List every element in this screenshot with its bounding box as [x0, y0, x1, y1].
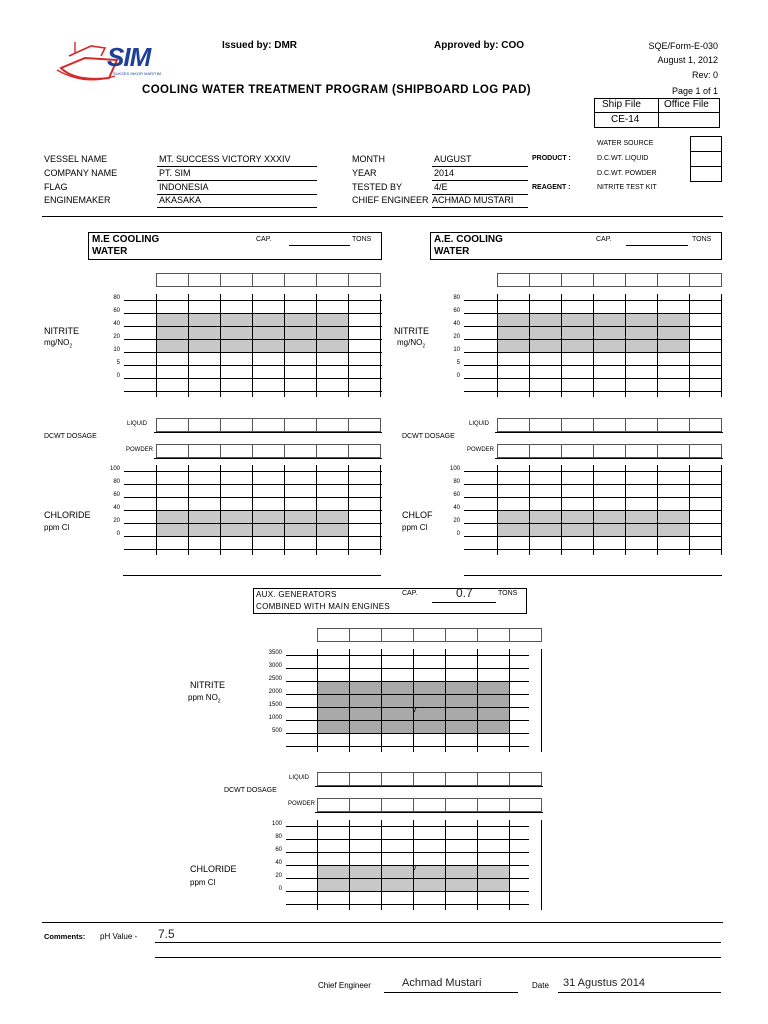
aux-powder-dosage-cell[interactable]: [349, 798, 382, 812]
aux-liquid-dosage-cell[interactable]: [413, 772, 446, 786]
aux-chloride-grid-col-line: [541, 820, 542, 910]
aux-nitrite-grid-col-line: [445, 649, 446, 752]
aux-chloride-grid-row-line: [286, 839, 529, 840]
year-value: 2014: [434, 168, 455, 178]
me-date-header-cell[interactable]: [156, 273, 189, 287]
ae-nitrite-grid-col-line: [689, 294, 690, 397]
me-chloride-unit: ppm Cl: [44, 523, 70, 532]
aux-nitrite-grid-tick-label: 1500: [268, 702, 282, 708]
ae-chloride-grid-col-line: [657, 465, 658, 555]
chief-engineer-signature: Achmad Mustari: [402, 977, 482, 989]
aux-chloride-grid-row-line: [286, 891, 529, 892]
approved-by: Approved by: COO: [434, 40, 525, 51]
me-title-1: M.E COOLING: [92, 234, 160, 245]
me-liquid-dosage-cell[interactable]: [220, 418, 253, 432]
me-chloride-grid-row-line: [124, 497, 382, 498]
ae-liquid-dosage-cell[interactable]: [529, 418, 562, 432]
ae-nitrite-grid-tick-label: 60: [453, 308, 460, 314]
aux-liquid-dosage-cell[interactable]: [349, 772, 382, 786]
ae-date-header-cell[interactable]: [689, 273, 722, 287]
ae-chloride-grid-tick-label: 100: [449, 466, 460, 472]
aux-powder-dosage-cell[interactable]: [413, 798, 446, 812]
company-logo: [55, 38, 185, 88]
aux-liquid-dosage-underline: [315, 786, 543, 787]
aux-chloride-grid-row-line: [286, 865, 529, 866]
me-powder-dosage-cell[interactable]: [188, 444, 221, 458]
ae-date-header-cell[interactable]: [625, 273, 658, 287]
ae-cap-label: CAP.: [596, 236, 612, 243]
aux-nitrite-grid-row-line: [286, 655, 529, 656]
aux-chloride-grid-col-line: [349, 820, 350, 910]
footer-date-label: Date: [532, 981, 549, 990]
aux-chloride-grid-row-line: [286, 852, 529, 853]
chief-engineer-label: CHIEF ENGINEER: [352, 195, 429, 205]
me-liquid-dosage-cell[interactable]: [316, 418, 349, 432]
ae-liquid-dosage-cell[interactable]: [561, 418, 594, 432]
aux-chloride-unit: ppm Cl: [190, 878, 216, 887]
ae-powder-dosage-cell[interactable]: [689, 444, 722, 458]
ae-liquid-dosage-cell[interactable]: [497, 418, 530, 432]
aux-date-header-cell[interactable]: [509, 628, 542, 642]
aux-chloride-grid-tick-label: 20: [275, 873, 282, 879]
ae-liquid-dosage-cell[interactable]: [593, 418, 626, 432]
dcwt-powder-label: D.C.WT. POWDER: [597, 170, 657, 177]
aux-chloride-grid-tick-label: 100: [271, 821, 282, 827]
form-number: SQE/Form-E-030: [648, 41, 718, 51]
ae-chloride-grid-tick-label: 80: [453, 479, 460, 485]
me-cap-label: CAP.: [256, 236, 272, 243]
aux-powder-dosage-cell[interactable]: [317, 798, 350, 812]
ae-nitrite-grid-col-line: [593, 294, 594, 397]
me-liquid-dosage-cell[interactable]: [252, 418, 285, 432]
me-chloride-grid-tick-label: 40: [113, 505, 120, 511]
aux-date-header-cell[interactable]: [349, 628, 382, 642]
aux-title-2: COMBINED WITH MAIN ENGINES: [256, 602, 391, 611]
ae-tons-label: TONS: [692, 236, 712, 243]
ae-chloride-grid-tick-label: 40: [453, 505, 460, 511]
ae-title-2: WATER: [434, 246, 470, 257]
ae-chloride-grid-col-line: [561, 465, 562, 555]
me-liquid-dosage-cell[interactable]: [284, 418, 317, 432]
ae-date-header-cell[interactable]: [657, 273, 690, 287]
ae-nitrite-grid-tick-label: 10: [453, 347, 460, 353]
aux-nitrite-grid-tick-label: 1000: [268, 715, 282, 721]
aux-chloride-grid-col-line: [381, 820, 382, 910]
me-date-header-cell[interactable]: [252, 273, 285, 287]
ae-nitrite-grid-tick-label: 0: [456, 373, 460, 379]
aux-chloride-grid-col-line: [509, 820, 510, 910]
dcwt-powder-checkbox[interactable]: [690, 166, 722, 182]
me-nitrite-grid-row-line: [124, 300, 382, 301]
month-label: MONTH: [352, 154, 385, 164]
ae-date-header-cell[interactable]: [529, 273, 562, 287]
aux-chloride-grid-row-line: [286, 878, 529, 879]
me-liquid-dosage-cell[interactable]: [156, 418, 189, 432]
ae-powder-dosage-cell[interactable]: [529, 444, 562, 458]
me-chloride-grid-col-line: [188, 465, 189, 555]
me-nitrite-grid-row-line: [124, 326, 382, 327]
me-nitrite-grid-col-line: [252, 294, 253, 397]
aux-dosage-label: DCWT DOSAGE: [224, 787, 277, 794]
me-chloride-grid-tick-label: 20: [113, 518, 120, 524]
aux-nitrite-grid-tick-label: 500: [271, 728, 282, 734]
me-chloride-grid-col-line: [252, 465, 253, 555]
me-powder-dosage-cell[interactable]: [252, 444, 285, 458]
month-value: AUGUST: [434, 154, 472, 164]
me-title-2: WATER: [92, 246, 128, 257]
ae-nitrite-unit: $mg/NO_2$: [397, 338, 426, 350]
ae-nitrite-grid-tick-label: 40: [453, 321, 460, 327]
me-chloride-grid-col-line: [348, 465, 349, 555]
aux-powder-label: POWDER: [288, 801, 315, 807]
flag-value: INDONESIA: [159, 182, 209, 192]
ae-liquid-dosage-cell[interactable]: [689, 418, 722, 432]
me-liquid-label: LIQUID: [127, 421, 148, 427]
me-chloride-grid-row-line: [124, 484, 382, 485]
me-nitrite-grid-row-line: [124, 313, 382, 314]
me-nitrite-grid-col-line: [188, 294, 189, 397]
aux-date-header-cell[interactable]: [445, 628, 478, 642]
aux-chloride-grid-tick-label: 0: [278, 886, 282, 892]
aux-nitrite-grid-col-line: [477, 649, 478, 752]
me-chloride-grid-tick-label: 100: [109, 466, 120, 472]
me-nitrite-unit: $mg/NO_2$: [44, 338, 73, 350]
me-powder-dosage-cell[interactable]: [220, 444, 253, 458]
me-liquid-dosage-underline: [154, 432, 382, 433]
vessel-name-value: MT. SUCCESS VICTORY XXXIV: [159, 154, 291, 164]
me-date-header-cell[interactable]: [188, 273, 221, 287]
enginemaker-value: AKASAKA: [159, 195, 202, 205]
aux-date-header-cell[interactable]: [317, 628, 350, 642]
ae-nitrite-grid-col-line: [497, 294, 498, 397]
me-chloride-grid-col-line: [380, 465, 381, 555]
vessel-name-label: VESSEL NAME: [44, 154, 108, 164]
ae-date-header-cell[interactable]: [593, 273, 626, 287]
aux-nitrite-grid-tick-label: 3000: [268, 663, 282, 669]
me-nitrite-grid-col-line: [380, 294, 381, 397]
me-nitrite-grid-col-line: [348, 294, 349, 397]
aux-nitrite-label: NITRITE: [190, 680, 225, 690]
aux-chloride-grid-col-line: [317, 820, 318, 910]
me-date-header-cell[interactable]: [220, 273, 253, 287]
me-nitrite-grid-tick-label: 0: [116, 373, 120, 379]
aux-chloride-grid-col-line: [445, 820, 446, 910]
me-powder-dosage-cell[interactable]: [284, 444, 317, 458]
aux-liquid-dosage-cell[interactable]: [381, 772, 414, 786]
aux-cap-value: 0.7: [456, 586, 473, 600]
dcwt-liquid-checkbox[interactable]: [690, 151, 722, 167]
ae-powder-dosage-cell[interactable]: [561, 444, 594, 458]
me-powder-label: POWDER: [126, 447, 153, 453]
aux-liquid-dosage-cell[interactable]: [477, 772, 510, 786]
aux-nitrite-grid-tick-label: 2500: [268, 676, 282, 682]
me-nitrite-grid-row-line: [124, 339, 382, 340]
ae-nitrite-grid-tick-label: 5: [456, 360, 460, 366]
ae-chloride-label: CHLOF: [402, 510, 433, 520]
me-chloride-grid-col-line: [220, 465, 221, 555]
year-label: YEAR: [352, 168, 377, 178]
me-chloride-grid-tick-label: 60: [113, 492, 120, 498]
ae-title-1: A.E. COOLING: [434, 234, 503, 245]
aux-liquid-dosage-cell[interactable]: [317, 772, 350, 786]
aux-chloride-label: CHLORIDE: [190, 864, 237, 874]
aux-nitrite-grid-row-line: [286, 681, 529, 682]
me-nitrite-grid-tick-label: 40: [113, 321, 120, 327]
aux-liquid-label: LIQUID: [289, 775, 310, 781]
page-title: COOLING WATER TREATMENT PROGRAM (SHIPBOARD LOG PAD): [142, 84, 532, 96]
ae-chloride-grid-col-line: [529, 465, 530, 555]
ae-powder-dosage-underline: [495, 458, 723, 459]
me-nitrite-grid-row-line: [124, 378, 382, 379]
aux-powder-dosage-underline: [315, 812, 543, 813]
ae-chloride-unit: ppm Cl: [402, 523, 428, 532]
aux-date-header-cell[interactable]: [477, 628, 510, 642]
me-powder-dosage-cell[interactable]: [316, 444, 349, 458]
ae-chloride-grid-tick-label: 60: [453, 492, 460, 498]
aux-nitrite-grid-tick-label: 2000: [268, 689, 282, 695]
ae-powder-dosage-cell[interactable]: [657, 444, 690, 458]
ae-chloride-grid-col-line: [625, 465, 626, 555]
logo-text: SIM: [107, 42, 151, 72]
nitrite-kit-label: NITRITE TEST KIT: [597, 184, 657, 191]
me-tons-label: TONS: [352, 236, 372, 243]
me-date-header-cell[interactable]: [284, 273, 317, 287]
me-dosage-label: DCWT DOSAGE: [44, 433, 97, 440]
ae-chloride-grid-tick-label: 0: [456, 531, 460, 537]
me-chloride-grid-row-line: [124, 536, 382, 537]
aux-nitrite-grid-col-line: [509, 649, 510, 752]
aux-nitrite-unit: ppm $NO_2$: [188, 693, 221, 705]
me-chloride-grid-row-line: [124, 549, 382, 550]
me-nitrite-grid-col-line: [316, 294, 317, 397]
me-powder-dosage-underline: [154, 458, 382, 459]
me-liquid-dosage-cell[interactable]: [188, 418, 221, 432]
ae-chloride-grid-col-line: [721, 465, 722, 555]
me-nitrite-grid-tick-label: 80: [113, 295, 120, 301]
aux-nitrite-grid-row-line: [286, 733, 529, 734]
aux-chloride-mark: V: [412, 865, 417, 872]
dcwt-liquid-label: D.C.WT. LIQUID: [597, 155, 649, 162]
me-nitrite-grid-col-line: [220, 294, 221, 397]
ship-file-label: Ship File: [602, 99, 641, 110]
ae-powder-dosage-cell[interactable]: [497, 444, 530, 458]
water-source-label: WATER SOURCE: [597, 140, 654, 147]
ae-liquid-label: LIQUID: [469, 421, 490, 427]
me-chloride-grid-row-line: [124, 471, 382, 472]
me-chloride-grid-col-line: [316, 465, 317, 555]
logo-subtext: SUKSES INKOR MARITIM: [113, 71, 162, 76]
ae-nitrite-grid-col-line: [561, 294, 562, 397]
footer-chief-engineer-label: Chief Engineer: [318, 981, 371, 990]
ae-chloride-grid-tick-label: 20: [453, 518, 460, 524]
aux-tons-label: TONS: [498, 590, 518, 597]
me-nitrite-grid-tick-label: 20: [113, 334, 120, 340]
aux-powder-dosage-cell[interactable]: [477, 798, 510, 812]
ae-powder-label: POWDER: [467, 447, 494, 453]
aux-nitrite-grid-row-line: [286, 720, 529, 721]
ae-date-header-cell[interactable]: [497, 273, 530, 287]
me-nitrite-grid-row-line: [124, 391, 382, 392]
tested-by-value: 4/E: [434, 182, 448, 192]
enginemaker-label: ENGINEMAKER: [44, 195, 111, 205]
me-chloride-grid-tick-label: 80: [113, 479, 120, 485]
me-nitrite-grid-tick-label: 60: [113, 308, 120, 314]
ae-liquid-dosage-underline: [495, 432, 723, 433]
ae-liquid-dosage-cell[interactable]: [657, 418, 690, 432]
reagent-label: REAGENT :: [532, 184, 571, 191]
ae-nitrite-grid-col-line: [625, 294, 626, 397]
ae-chloride-grid-col-line: [689, 465, 690, 555]
me-chloride-label: CHLORIDE: [44, 510, 91, 520]
aux-powder-dosage-cell[interactable]: [509, 798, 542, 812]
flag-label: FLAG: [44, 182, 68, 192]
aux-chloride-grid-row-line: [286, 826, 529, 827]
aux-nitrite-grid-col-line: [349, 649, 350, 752]
office-file-label: Office File: [664, 99, 709, 110]
aux-date-header-cell[interactable]: [381, 628, 414, 642]
ae-dosage-label: DCWT DOSAGE: [402, 433, 455, 440]
me-nitrite-grid-col-line: [156, 294, 157, 397]
aux-nitrite-grid-col-line: [541, 649, 542, 752]
ae-nitrite-label: NITRITE: [394, 326, 429, 336]
company-name-label: COMPANY NAME: [44, 168, 118, 178]
product-label: PRODUCT :: [532, 155, 571, 162]
tested-by-label: TESTED BY: [352, 182, 403, 192]
me-date-header-cell[interactable]: [348, 273, 381, 287]
me-date-header-cell[interactable]: [316, 273, 349, 287]
me-powder-dosage-cell[interactable]: [348, 444, 381, 458]
aux-nitrite-grid-col-line: [413, 649, 414, 752]
page-number: Page 1 of 1: [671, 86, 718, 96]
me-nitrite-grid-tick-label: 5: [116, 360, 120, 366]
me-chloride-grid-row-line: [124, 523, 382, 524]
me-nitrite-grid-col-line: [284, 294, 285, 397]
aux-nitrite-grid-col-line: [317, 649, 318, 752]
water-source-checkbox[interactable]: [690, 136, 722, 152]
aux-powder-dosage-cell[interactable]: [445, 798, 478, 812]
aux-nitrite-grid-row-line: [286, 707, 529, 708]
aux-nitrite-mark: V: [412, 707, 417, 714]
me-nitrite-grid-row-line: [124, 365, 382, 366]
ph-label: pH Value -: [100, 932, 138, 941]
aux-title-1: AUX. GENERATORS: [256, 590, 337, 599]
form-date: August 1, 2012: [657, 55, 718, 65]
aux-liquid-dosage-cell[interactable]: [445, 772, 478, 786]
me-chloride-grid-col-line: [156, 465, 157, 555]
me-chloride-grid-col-line: [284, 465, 285, 555]
issued-by: Issued by: DMR: [222, 40, 298, 51]
ae-nitrite-grid-col-line: [721, 294, 722, 397]
footer-date-value: 31 Agustus 2014: [563, 977, 645, 989]
ae-chloride-grid-col-line: [593, 465, 594, 555]
me-nitrite-label: NITRITE: [44, 326, 79, 336]
aux-chloride-grid-tick-label: 40: [275, 860, 282, 866]
aux-date-header-cell[interactable]: [413, 628, 446, 642]
me-chloride-grid-row-line: [124, 510, 382, 511]
aux-nitrite-grid-col-line: [381, 649, 382, 752]
aux-nitrite-grid-row-line: [286, 668, 529, 669]
ae-nitrite-grid-col-line: [657, 294, 658, 397]
comments-label: Comments:: [44, 932, 86, 941]
aux-nitrite-grid-tick-label: 3500: [268, 650, 282, 656]
me-liquid-dosage-cell[interactable]: [348, 418, 381, 432]
me-nitrite-grid-tick-label: 10: [113, 347, 120, 353]
chief-engineer-value: ACHMAD MUSTARI: [432, 195, 514, 205]
me-chloride-grid-tick-label: 0: [116, 531, 120, 537]
ae-powder-dosage-cell[interactable]: [625, 444, 658, 458]
aux-chloride-grid-tick-label: 80: [275, 834, 282, 840]
me-powder-dosage-cell[interactable]: [156, 444, 189, 458]
file-code: CE-14: [611, 114, 640, 125]
company-name-value: PT. SIM: [159, 168, 191, 178]
ae-date-header-cell[interactable]: [561, 273, 594, 287]
form-revision: Rev: 0: [691, 70, 718, 80]
aux-chloride-grid-tick-label: 60: [275, 847, 282, 853]
ae-powder-dosage-cell[interactable]: [593, 444, 626, 458]
aux-chloride-grid-row-line: [286, 904, 529, 905]
aux-powder-dosage-cell[interactable]: [381, 798, 414, 812]
aux-liquid-dosage-cell[interactable]: [509, 772, 542, 786]
ae-nitrite-grid-tick-label: 80: [453, 295, 460, 301]
ae-nitrite-grid-tick-label: 20: [453, 334, 460, 340]
ae-chloride-grid-col-line: [497, 465, 498, 555]
aux-chloride-grid-col-line: [477, 820, 478, 910]
aux-cap-label: CAP.: [402, 590, 418, 597]
ph-value: 7.5: [158, 927, 175, 941]
ae-nitrite-grid-col-line: [529, 294, 530, 397]
aux-nitrite-grid-row-line: [286, 746, 529, 747]
aux-nitrite-grid-row-line: [286, 694, 529, 695]
me-nitrite-grid-row-line: [124, 352, 382, 353]
ae-liquid-dosage-cell[interactable]: [625, 418, 658, 432]
